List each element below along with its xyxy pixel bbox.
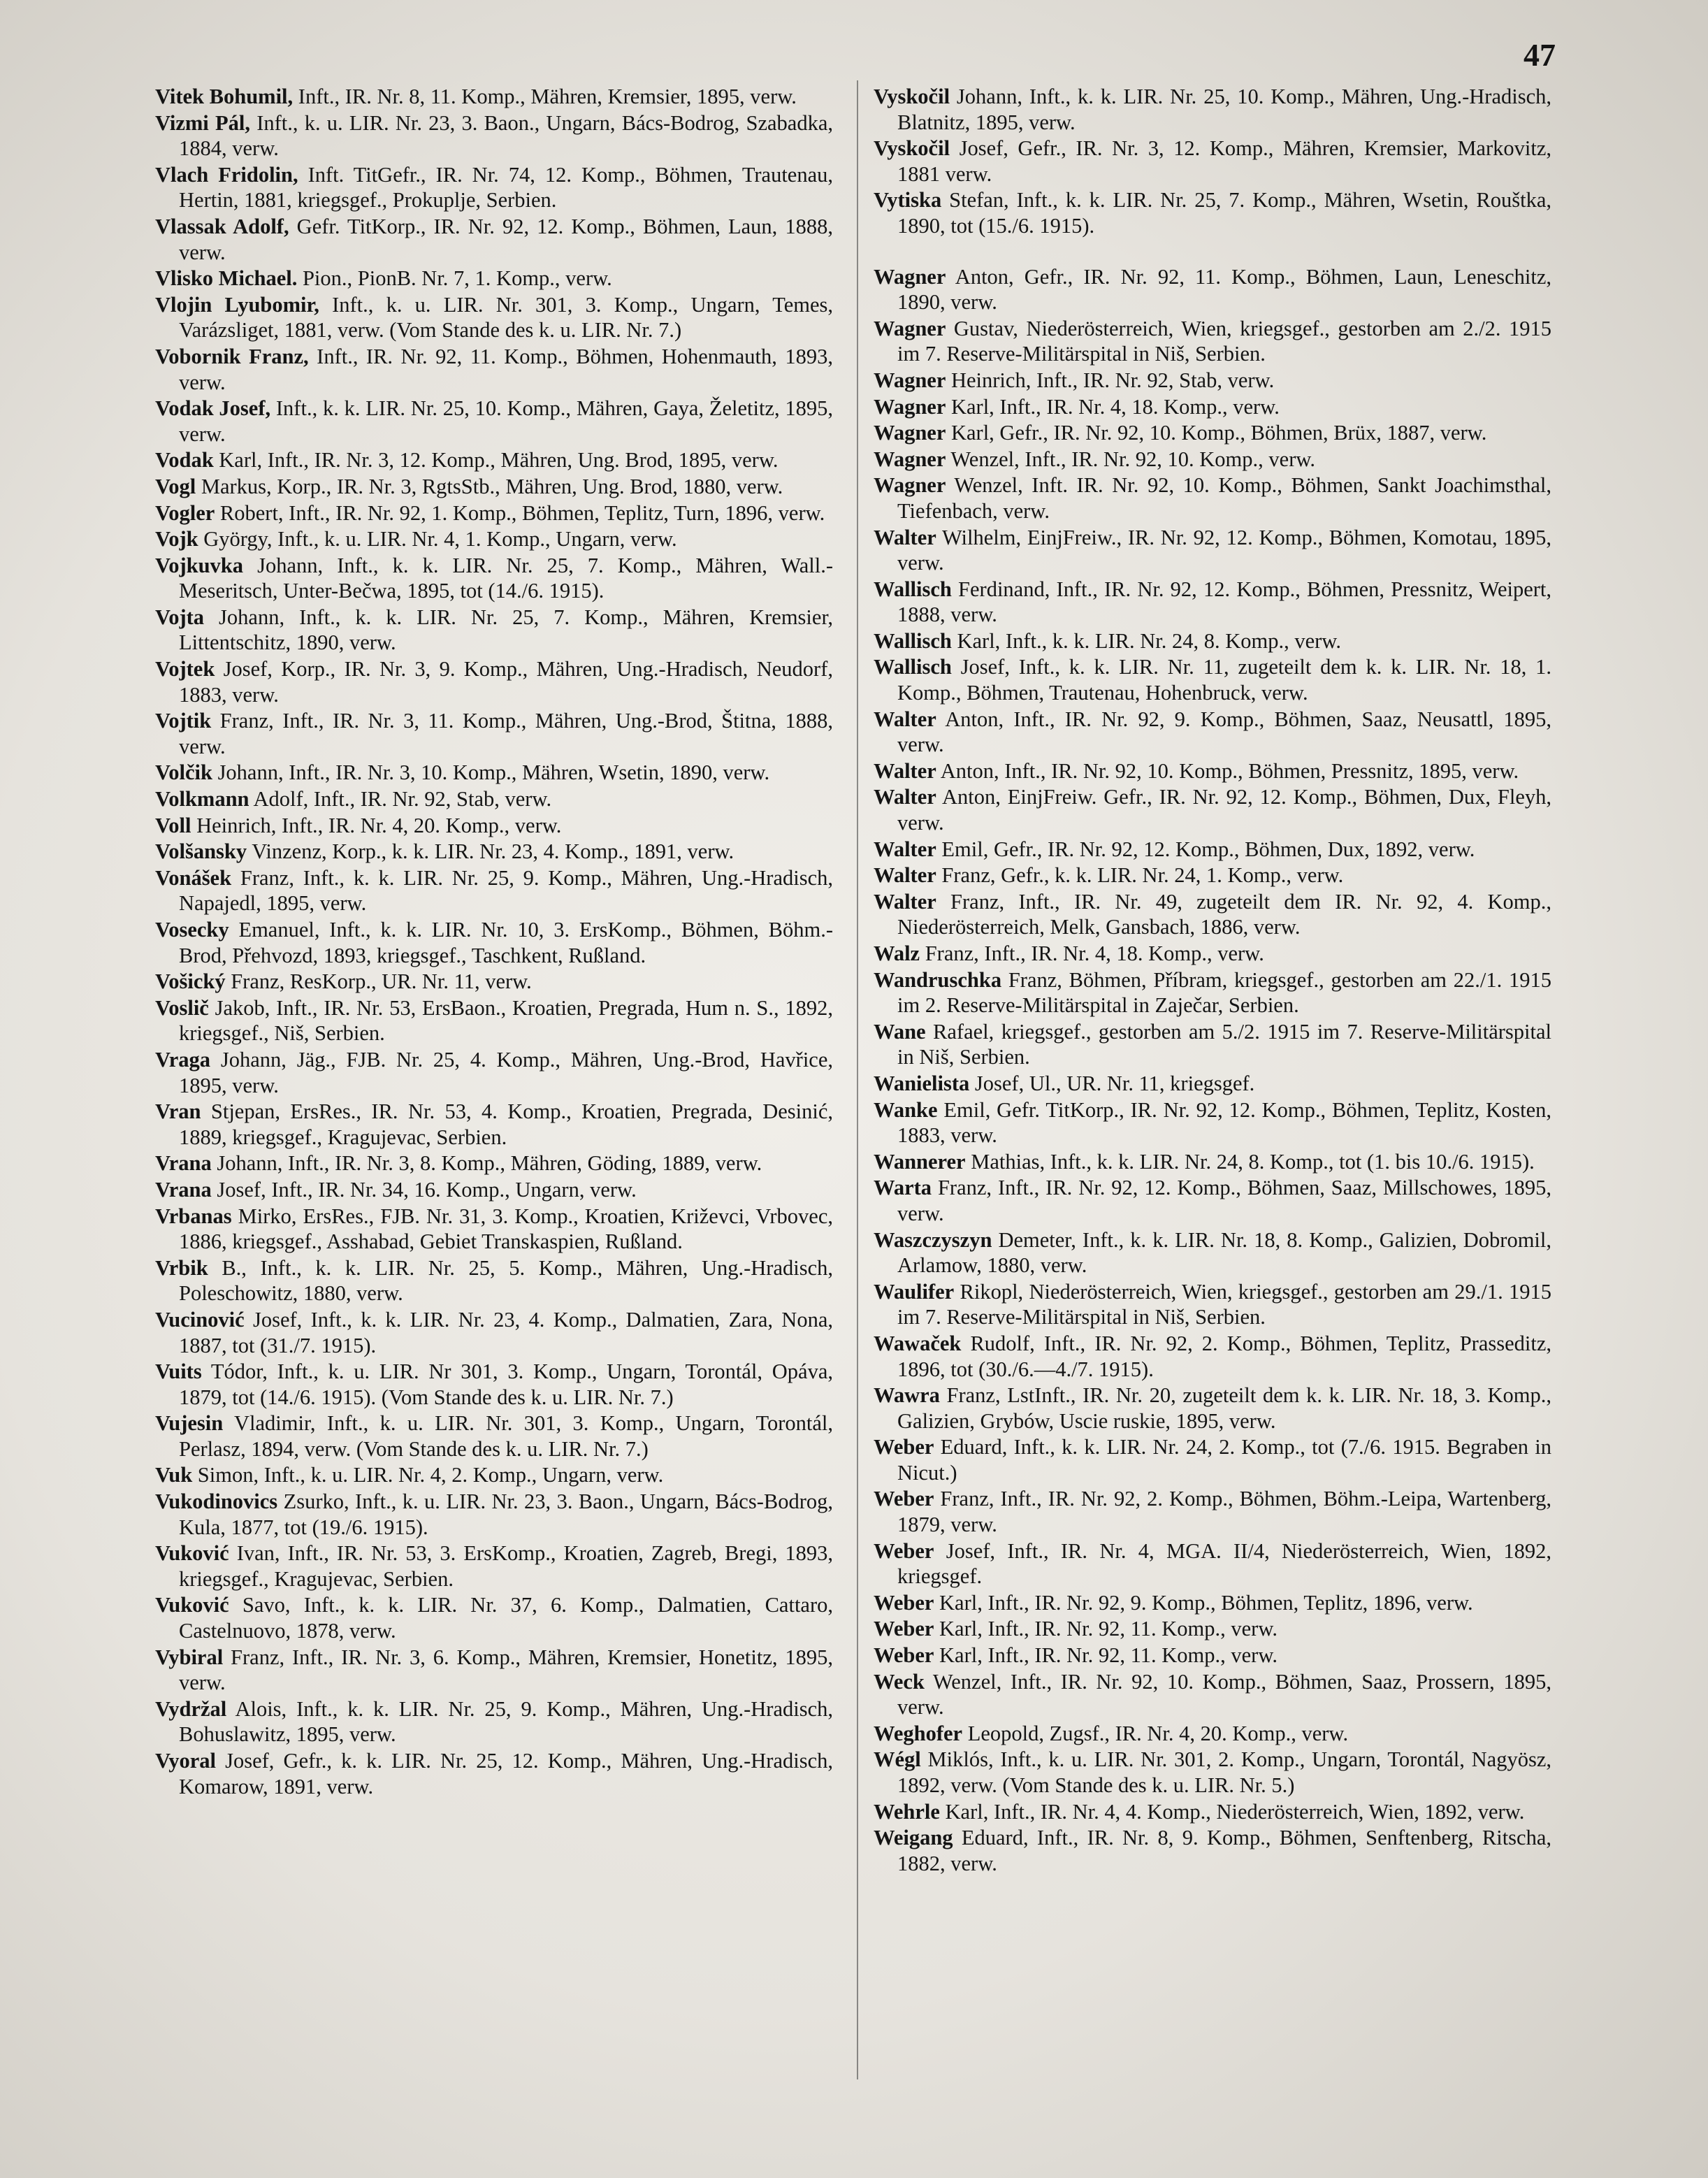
entry-surname: Weber xyxy=(874,1538,934,1563)
entry-surname: Vošický xyxy=(155,969,226,994)
register-entry xyxy=(874,525,1551,576)
entry-surname: Vlassak Adolf, xyxy=(155,214,289,238)
register-entry xyxy=(155,214,833,265)
entry-surname: Vonášek xyxy=(155,865,232,890)
register-entry xyxy=(155,656,833,707)
entry-surname: Vrbik xyxy=(155,1255,208,1280)
entry-surname: Wawaček xyxy=(874,1331,962,1355)
register-entry xyxy=(874,1279,1551,1330)
register-entry xyxy=(155,553,833,604)
entry-surname: Wawra xyxy=(874,1383,940,1408)
entry-details: Savo, Inft., k. k. LIR. Nr. 37, 6. Komp., Dalmatien, Cattaro, Castelnuovo, 1878, verw. xyxy=(179,1593,833,1643)
register-entry xyxy=(155,474,833,500)
entry-details: Wenzel, Inft., IR. Nr. 92, 10. Komp., verw. xyxy=(946,447,1316,471)
entry-details: Demeter, Inft., k. k. LIR. Nr. 18, 8. Komp., Galizien, Dobromil, Arlamow, 1880, verw. xyxy=(897,1227,1551,1278)
register-entry xyxy=(155,447,833,473)
entry-details: Franz, Inft., IR. Nr. 3, 6. Komp., Mähren, Kremsier, Honetitz, 1895, verw. xyxy=(179,1645,833,1695)
entry-surname: Vukodinovics xyxy=(155,1490,278,1514)
register-entry xyxy=(874,473,1551,524)
entry-surname: Walter xyxy=(874,525,936,549)
entry-details: Stjepan, ErsRes., IR. Nr. 53, 4. Komp., Kroatien, Pregrada, Desinić, 1889, kriegsgef., Kragujevac, Serbien. xyxy=(179,1099,833,1149)
entry-surname: Wagner xyxy=(874,316,946,340)
register-entry xyxy=(874,84,1551,135)
entry-details: Rafael, kriegsgef., gestorben am 5./2. 1915 im 7. Reserve-Militärspital in Niš, Serbien. xyxy=(897,1019,1551,1069)
entry-details: Johann, Inft., k. k. LIR. Nr. 25, 10. Komp., Mähren, Ung.-Hradisch, Blatnitz, 1895, verw. xyxy=(897,85,1551,134)
register-entry xyxy=(874,1616,1551,1642)
register-entry xyxy=(874,368,1551,394)
entry-surname: Wagner xyxy=(874,264,946,289)
entry-details: Franz, Inft., IR. Nr. 4, 18. Komp., verw. xyxy=(920,942,1264,965)
register-entry xyxy=(155,292,833,343)
register-entry xyxy=(155,1359,833,1410)
entry-surname: Warta xyxy=(874,1176,932,1200)
entry-surname: Vyskočil xyxy=(874,85,950,108)
entry-details: Wenzel, Inft., IR. Nr. 92, 10. Komp., Böhmen, Saaz, Prossern, 1895, verw. xyxy=(897,1669,1551,1719)
entry-details: Karl, Inft., k. k. LIR. Nr. 24, 8. Komp., verw. xyxy=(951,628,1341,653)
register-entry xyxy=(874,1071,1551,1097)
entry-details: Anton, Gefr., IR. Nr. 92, 11. Komp., Böhmen, Laun, Leneschitz, 1890, verw. xyxy=(897,264,1551,315)
entry-details: Franz, LstInft., IR. Nr. 20, zugeteilt dem k. k. LIR. Nr. 18, 3. Komp., Galizien, Grybów, Uscie ruskie, 1895, verw. xyxy=(897,1383,1551,1433)
entry-surname: Vraga xyxy=(155,1047,211,1072)
register-entry xyxy=(155,969,833,995)
register-entry xyxy=(155,760,833,786)
entry-details: Inft., k. k. LIR. Nr. 25, 10. Komp., Mähren, Gaya, Želetitz, 1895, verw. xyxy=(179,396,833,446)
entry-surname: Walz xyxy=(874,942,920,965)
entry-details: Inft., IR. Nr. 92, 11. Komp., Böhmen, Hohenmauth, 1893, verw. xyxy=(179,344,834,394)
register-entry xyxy=(874,447,1551,473)
entry-surname: Vizmi Pál, xyxy=(155,110,250,135)
right-column xyxy=(874,84,1551,1877)
entry-details: Simon, Inft., k. u. LIR. Nr. 4, 2. Komp., Ungarn, verw. xyxy=(192,1463,664,1487)
left-column xyxy=(155,84,833,1800)
entry-surname: Vytiska xyxy=(874,188,942,212)
register-entry xyxy=(874,394,1551,420)
entry-surname: Vuković xyxy=(155,1541,229,1566)
register-entry xyxy=(874,1019,1551,1070)
entry-surname: Vitek Bohumil, xyxy=(155,85,294,108)
entry-details: Inft. TitGefr., IR. Nr. 74, 12. Komp., Böhmen, Trautenau, Hertin, 1881, kriegsgef., Prokuplje, Serbien. xyxy=(179,162,833,212)
entry-details: Gefr. TitKorp., IR. Nr. 92, 12. Komp., Böhmen, Laun, 1888, verw. xyxy=(179,214,833,264)
register-entry xyxy=(874,1799,1551,1825)
entry-surname: Walter xyxy=(874,863,936,888)
entry-details: Robert, Inft., IR. Nr. 92, 1. Komp., Böhmen, Teplitz, Turn, 1896, verw. xyxy=(215,500,825,525)
entry-details: Karl, Inft., IR. Nr. 92, 11. Komp., verw. xyxy=(934,1617,1278,1641)
entry-surname: Voslič xyxy=(155,995,209,1020)
entry-details: Ivan, Inft., IR. Nr. 53, 3. ErsKomp., Kroatien, Zagreb, Bregi, 1893, kriegsgef., Kragujevac, Serbien. xyxy=(179,1541,833,1591)
entry-surname: Weber xyxy=(874,1590,934,1615)
entry-details: Vladimir, Inft., k. u. LIR. Nr. 301, 3. Komp., Ungarn, Torontál, Perlasz, 1894, verw. (Vom Stande des k. u. LIR. Nr. 7.) xyxy=(179,1411,833,1461)
entry-details: Miklós, Inft., k. u. LIR. Nr. 301, 2. Komp., Ungarn, Torontál, Nagyösz, 1892, verw. (Vom Stande des k. u. LIR. Nr. 5.) xyxy=(897,1747,1551,1797)
entry-surname: Wagner xyxy=(874,421,946,445)
register-entry xyxy=(874,1590,1551,1616)
entry-surname: Wallisch xyxy=(874,655,952,679)
entry-surname: Vydržal xyxy=(155,1696,227,1721)
entry-details: Alois, Inft., k. k. LIR. Nr. 25, 9. Komp., Mähren, Ung.-Hradisch, Bohuslawitz, 1895, verw. xyxy=(179,1696,833,1747)
entry-details: Franz, Inft., k. k. LIR. Nr. 25, 9. Komp., Mähren, Ung.-Hradisch, Napajedl, 1895, verw. xyxy=(179,865,833,916)
register-entry xyxy=(155,917,833,968)
register-entry xyxy=(155,1307,833,1358)
entry-details: Wenzel, Inft. IR. Nr. 92, 10. Komp., Böhmen, Sankt Joachimsthal, Tiefenbach, verw. xyxy=(897,473,1551,523)
register-entry xyxy=(155,1696,833,1747)
register-entry xyxy=(874,1434,1551,1485)
register-entry xyxy=(874,1097,1551,1148)
register-entry xyxy=(155,84,833,110)
entry-details: Josef, Inft., IR. Nr. 4, MGA. II/4, Niederösterreich, Wien, 1892, kriegsgef. xyxy=(897,1538,1551,1589)
register-entry xyxy=(874,1538,1551,1589)
entry-details: Mathias, Inft., k. k. LIR. Nr. 24, 8. Komp., tot (1. bis 10./6. 1915). xyxy=(965,1149,1535,1174)
register-entry xyxy=(155,1748,833,1799)
entry-details: Karl, Inft., IR. Nr. 4, 4. Komp., Niederösterreich, Wien, 1892, verw. xyxy=(939,1799,1525,1824)
entry-details: Inft., k. u. LIR. Nr. 23, 3. Baon., Ungarn, Bács-Bodrog, Szabadka, 1884, verw. xyxy=(179,110,834,161)
entry-surname: Vlach Fridolin, xyxy=(155,162,298,187)
entry-details: Emanuel, Inft., k. k. LIR. Nr. 10, 3. ErsKomp., Böhmen, Böhm.-Brod, Přehvozd, 1893, kriegsgef., Taschkent, Rußland. xyxy=(179,918,833,967)
entry-surname: Vlisko Michael. xyxy=(155,266,298,291)
entry-details: Leopold, Zugsf., IR. Nr. 4, 20. Komp., verw. xyxy=(962,1721,1349,1745)
entry-surname: Wagner xyxy=(874,473,946,498)
register-entry xyxy=(874,136,1551,187)
entry-surname: Walter xyxy=(874,785,936,809)
entry-surname: Vyoral xyxy=(155,1749,216,1773)
register-entry xyxy=(874,784,1551,835)
entry-details: Franz, Inft., IR. Nr. 3, 11. Komp., Mähren, Ung.-Brod, Štitna, 1888, verw. xyxy=(179,709,833,758)
entry-details: Johann, Inft., IR. Nr. 3, 8. Komp., Mähren, Göding, 1889, verw. xyxy=(211,1151,762,1176)
entry-surname: Wagner xyxy=(874,394,946,419)
entry-details: Adolf, Inft., IR. Nr. 92, Stab, verw. xyxy=(249,787,552,812)
entry-surname: Vyskočil xyxy=(874,136,950,161)
entry-surname: Wandruschka xyxy=(874,967,1002,992)
entry-details: Vinzenz, Korp., k. k. LIR. Nr. 23, 4. Komp., 1891, verw. xyxy=(247,839,734,864)
entry-details: Johann, Inft., k. k. LIR. Nr. 25, 7. Komp., Mähren, Kremsier, Littentschitz, 1890, verw. xyxy=(179,605,833,655)
entry-details: Franz, ResKorp., UR. Nr. 11, verw. xyxy=(225,969,532,994)
entry-surname: Volčik xyxy=(155,760,212,785)
entry-surname: Voll xyxy=(155,813,191,837)
register-entry xyxy=(155,396,833,447)
register-entry xyxy=(874,837,1551,863)
entry-surname: Waszczyszyn xyxy=(874,1227,992,1252)
entry-surname: Vrana xyxy=(155,1177,212,1202)
entry-details: Mirko, ErsRes., FJB. Nr. 31, 3. Komp., Kroatien, Križevci, Vrbovec, 1886, kriegsgef., Asshabad, Gebiet Transkaspien, Rußland. xyxy=(179,1204,833,1254)
register-entry xyxy=(874,654,1551,705)
entry-surname: Volšansky xyxy=(155,839,247,864)
register-entry xyxy=(155,110,833,161)
entry-surname: Wehrle xyxy=(874,1799,940,1824)
entry-details: Josef, Ul., UR. Nr. 11, kriegsgef. xyxy=(969,1071,1255,1095)
entry-details: Franz, Inft., IR. Nr. 49, zugeteilt dem IR. Nr. 92, 4. Komp., Niederösterreich, Melk, Gansbach, 1886, verw. xyxy=(897,889,1551,939)
entry-surname: Wallisch xyxy=(874,628,952,653)
entry-details: Eduard, Inft., k. k. LIR. Nr. 24, 2. Komp., tot (7./6. 1915. Begraben in Nicut.) xyxy=(897,1435,1551,1485)
entry-surname: Vogler xyxy=(155,500,215,525)
entry-surname: Wagner xyxy=(874,368,946,392)
entry-details: Karl, Gefr., IR. Nr. 92, 10. Komp., Böhmen, Brüx, 1887, verw. xyxy=(946,421,1487,445)
entry-details: Josef, Gefr., IR. Nr. 3, 12. Komp., Mähren, Kremsier, Markovitz, 1881 verw. xyxy=(897,136,1551,186)
entry-surname: Walter xyxy=(874,837,936,861)
register-entry xyxy=(155,995,833,1046)
entry-details: Anton, Inft., IR. Nr. 92, 10. Komp., Böhmen, Pressnitz, 1895, verw. xyxy=(936,758,1519,783)
register-entry xyxy=(155,1489,833,1540)
entry-surname: Vodak Josef, xyxy=(155,396,271,421)
entry-details: Josef, Inft., k. k. LIR. Nr. 11, zugeteilt dem k. k. LIR. Nr. 18, 1. Komp., Böhmen, Trautenau, Hohenbruck, verw. xyxy=(897,655,1551,705)
register-entry xyxy=(874,420,1551,446)
entry-details: Heinrich, Inft., IR. Nr. 4, 20. Komp., verw. xyxy=(191,813,562,837)
entry-details: Josef, Korp., IR. Nr. 3, 9. Komp., Mähren, Ung.-Hradisch, Neudorf, 1883, verw. xyxy=(179,657,833,707)
register-entry xyxy=(874,889,1551,940)
entry-details: Josef, Gefr., k. k. LIR. Nr. 25, 12. Komp., Mähren, Ung.-Hradisch, Komarow, 1891, verw. xyxy=(179,1749,833,1798)
entry-surname: Weigang xyxy=(874,1826,953,1850)
register-entry xyxy=(155,500,833,526)
entry-surname: Vrana xyxy=(155,1151,212,1176)
entry-details: Inft., IR. Nr. 8, 11. Komp., Mähren, Kremsier, 1895, verw. xyxy=(293,85,797,108)
register-entry xyxy=(155,344,833,395)
entry-details: Pion., PionB. Nr. 7, 1. Komp., verw. xyxy=(297,266,612,291)
entry-surname: Waulifer xyxy=(874,1279,955,1304)
entry-surname: Vujesin xyxy=(155,1411,224,1436)
entry-surname: Volkmann xyxy=(155,787,249,812)
register-entry xyxy=(874,863,1551,888)
entry-details: Josef, Inft., k. k. LIR. Nr. 23, 4. Komp., Dalmatien, Zara, Nona, 1887, tot (31./7. 1915). xyxy=(179,1307,833,1357)
entry-surname: Walter xyxy=(874,707,936,731)
entry-details: Johann, Inft., k. k. LIR. Nr. 25, 7. Komp., Mähren, Wall.-Meseritsch, Unter-Bečwa, 1895, tot (14./6. 1915). xyxy=(179,553,833,603)
entry-details: Franz, Inft., IR. Nr. 92, 12. Komp., Böhmen, Saaz, Millschowes, 1895, verw. xyxy=(897,1176,1551,1225)
entry-details: Rudolf, Inft., IR. Nr. 92, 2. Komp., Böhmen, Teplitz, Prasseditz, 1896, tot (30./6.—4./7. 1915). xyxy=(897,1331,1551,1381)
entry-details: Inft., k. u. LIR. Nr. 301, 3. Komp., Ungarn, Temes, Varázsliget, 1881, verw. (Vom Stande des k. u. LIR. Nr. 7.) xyxy=(179,292,833,342)
entry-surname: Wégl xyxy=(874,1747,921,1772)
register-entry xyxy=(874,707,1551,758)
entry-details: Tódor, Inft., k. u. LIR. Nr 301, 3. Komp., Ungarn, Torontál, Opáva, 1879, tot (14./6. 1915). (Vom Stande des k. u. LIR. Nr. 7.) xyxy=(179,1360,833,1409)
register-entry xyxy=(155,865,833,916)
register-entry xyxy=(874,1227,1551,1278)
register-entry xyxy=(874,1383,1551,1434)
register-entry xyxy=(874,967,1551,1018)
entry-details: Ferdinand, Inft., IR. Nr. 92, 12. Komp., Böhmen, Pressnitz, Weipert, 1888, verw. xyxy=(897,577,1551,627)
register-entry xyxy=(155,708,833,759)
entry-surname: Wannerer xyxy=(874,1149,966,1174)
entry-details: Franz, Inft., IR. Nr. 92, 2. Komp., Böhmen, Böhm.-Leipa, Wartenberg, 1879, verw. xyxy=(897,1487,1551,1537)
register-entry xyxy=(874,1825,1551,1876)
entry-details: Franz, Gefr., k. k. LIR. Nr. 24, 1. Komp., verw. xyxy=(936,863,1344,888)
register-entry xyxy=(874,1175,1551,1226)
register-entry xyxy=(155,1255,833,1306)
entry-surname: Walter xyxy=(874,758,936,783)
entry-surname: Vojtik xyxy=(155,709,212,733)
register-entry xyxy=(874,264,1551,315)
entry-surname: Weghofer xyxy=(874,1721,963,1745)
entry-surname: Wane xyxy=(874,1019,926,1044)
entry-surname: Vuković xyxy=(155,1593,229,1617)
entry-surname: Vojta xyxy=(155,605,205,629)
register-entry xyxy=(155,162,833,213)
register-entry xyxy=(874,1331,1551,1382)
entry-surname: Wallisch xyxy=(874,577,952,601)
entry-surname: Weber xyxy=(874,1643,934,1668)
register-entry xyxy=(874,1486,1551,1537)
register-entry xyxy=(155,1047,833,1098)
entry-details: Emil, Gefr., IR. Nr. 92, 12. Komp., Böhmen, Dux, 1892, verw. xyxy=(936,837,1475,861)
entry-details: Stefan, Inft., k. k. LIR. Nr. 25, 7. Komp., Mähren, Wsetin, Rouštka, 1890, tot (15./6. 1915). xyxy=(897,188,1551,238)
register-entry xyxy=(155,526,833,552)
entry-surname: Walter xyxy=(874,889,936,914)
register-entry xyxy=(874,1721,1551,1747)
entry-surname: Vojtek xyxy=(155,657,215,681)
entry-surname: Vran xyxy=(155,1099,201,1124)
entry-surname: Vucinović xyxy=(155,1307,245,1332)
register-entry xyxy=(155,1411,833,1462)
register-entry xyxy=(155,813,833,839)
entry-surname: Vobornik Franz, xyxy=(155,344,309,368)
entry-details: Karl, Inft., IR. Nr. 92, 9. Komp., Böhmen, Teplitz, 1896, verw. xyxy=(934,1590,1473,1615)
entry-surname: Vlojin Lyubomir, xyxy=(155,292,319,317)
entry-details: György, Inft., k. u. LIR. Nr. 4, 1. Komp., Ungarn, verw. xyxy=(198,527,677,551)
register-entry xyxy=(874,758,1551,784)
register-entry xyxy=(874,1747,1551,1798)
register-entry xyxy=(155,266,833,291)
register-entry xyxy=(155,605,833,656)
entry-details: Wilhelm, EinjFreiw., IR. Nr. 92, 12. Komp., Böhmen, Komotau, 1895, verw. xyxy=(897,525,1551,575)
register-entry xyxy=(155,1099,833,1150)
entry-details: Emil, Gefr. TitKorp., IR. Nr. 92, 12. Komp., Böhmen, Teplitz, Kosten, 1883, verw. xyxy=(897,1097,1551,1148)
entry-surname: Vogl xyxy=(155,474,196,498)
register-entry xyxy=(874,1149,1551,1175)
entry-surname: Vojkuvka xyxy=(155,553,244,577)
entry-details: B., Inft., k. k. LIR. Nr. 25, 5. Komp., Mähren, Ung.-Hradisch, Poleschowitz, 1880, verw. xyxy=(179,1255,833,1306)
entry-details: Anton, Inft., IR. Nr. 92, 9. Komp., Böhmen, Saaz, Neusattl, 1895, verw. xyxy=(897,707,1551,757)
entry-surname: Vuits xyxy=(155,1360,202,1384)
entry-surname: Wanielista xyxy=(874,1071,970,1095)
register-entry xyxy=(874,941,1551,967)
page-number: 47 xyxy=(1524,37,1556,73)
entry-details: Karl, Inft., IR. Nr. 92, 11. Komp., verw. xyxy=(934,1643,1278,1668)
register-entry xyxy=(155,786,833,812)
register-entry xyxy=(155,1462,833,1488)
entry-surname: Vrbanas xyxy=(155,1204,232,1228)
register-entry xyxy=(155,1204,833,1255)
entry-surname: Vybiral xyxy=(155,1645,224,1669)
register-entry xyxy=(874,628,1551,654)
entry-details: Karl, Inft., IR. Nr. 3, 12. Komp., Mähren, Ung. Brod, 1895, verw. xyxy=(213,448,779,473)
entry-details: Heinrich, Inft., IR. Nr. 92, Stab, verw. xyxy=(946,368,1275,392)
entry-details: Karl, Inft., IR. Nr. 4, 18. Komp., verw. xyxy=(946,394,1280,419)
register-entry xyxy=(874,1643,1551,1668)
entry-details: Anton, EinjFreiw. Gefr., IR. Nr. 92, 12. Komp., Böhmen, Dux, Fleyh, verw. xyxy=(897,785,1551,835)
entry-surname: Vodak xyxy=(155,448,214,473)
register-entry xyxy=(155,1541,833,1592)
entry-details: Rikopl, Niederösterreich, Wien, kriegsgef., gestorben am 29./1. 1915 im 7. Reserve-Militärspital in Niš, Serbien. xyxy=(897,1279,1551,1329)
entry-details: Zsurko, Inft., k. u. LIR. Nr. 23, 3. Baon., Ungarn, Bács-Bodrog, Kula, 1877, tot (19./6. 1915). xyxy=(179,1490,833,1539)
entry-surname: Vuk xyxy=(155,1463,193,1487)
register-entry xyxy=(874,577,1551,628)
column-divider xyxy=(857,80,858,2079)
entry-surname: Wagner xyxy=(874,447,946,471)
entry-surname: Weber xyxy=(874,1617,934,1641)
entry-surname: Weber xyxy=(874,1435,934,1459)
register-entry xyxy=(874,187,1551,238)
entry-details: Eduard, Inft., IR. Nr. 8, 9. Komp., Böhmen, Senftenberg, Ritscha, 1882, verw. xyxy=(897,1826,1551,1875)
register-entry xyxy=(874,1669,1551,1720)
entry-details: Markus, Korp., IR. Nr. 3, RgtsStb., Mähren, Ung. Brod, 1880, verw. xyxy=(196,474,783,498)
entry-surname: Weck xyxy=(874,1669,925,1694)
entry-surname: Weber xyxy=(874,1487,934,1511)
entry-details: Johann, Inft., IR. Nr. 3, 10. Komp., Mähren, Wsetin, 1890, verw. xyxy=(212,760,770,785)
register-entry xyxy=(155,1592,833,1643)
register-entry xyxy=(874,316,1551,367)
entry-surname: Vosecky xyxy=(155,918,229,942)
entry-details: Gustav, Niederösterreich, Wien, kriegsgef., gestorben am 2./2. 1915 im 7. Reserve-Militärspital in Niš, Serbien. xyxy=(897,316,1551,366)
entry-surname: Wanke xyxy=(874,1097,938,1122)
entry-details: Johann, Jäg., FJB. Nr. 25, 4. Komp., Mähren, Ung.-Brod, Havřice, 1895, verw. xyxy=(179,1047,833,1097)
entry-details: Franz, Böhmen, Příbram, kriegsgef., gestorben am 22./1. 1915 im 2. Reserve-Militärspital in Zaječar, Serbien. xyxy=(897,967,1551,1018)
register-entry xyxy=(155,839,833,865)
entry-details: Josef, Inft., IR. Nr. 34, 16. Komp., Ungarn, verw. xyxy=(211,1177,637,1202)
register-entry xyxy=(155,1645,833,1696)
entry-details: Jakob, Inft., IR. Nr. 53, ErsBaon., Kroatien, Pregrada, Hum n. S., 1892, kriegsgef., Niš, Serbien. xyxy=(179,995,833,1046)
entry-surname: Vojk xyxy=(155,527,198,551)
register-entry xyxy=(155,1177,833,1203)
register-entry xyxy=(155,1151,833,1176)
